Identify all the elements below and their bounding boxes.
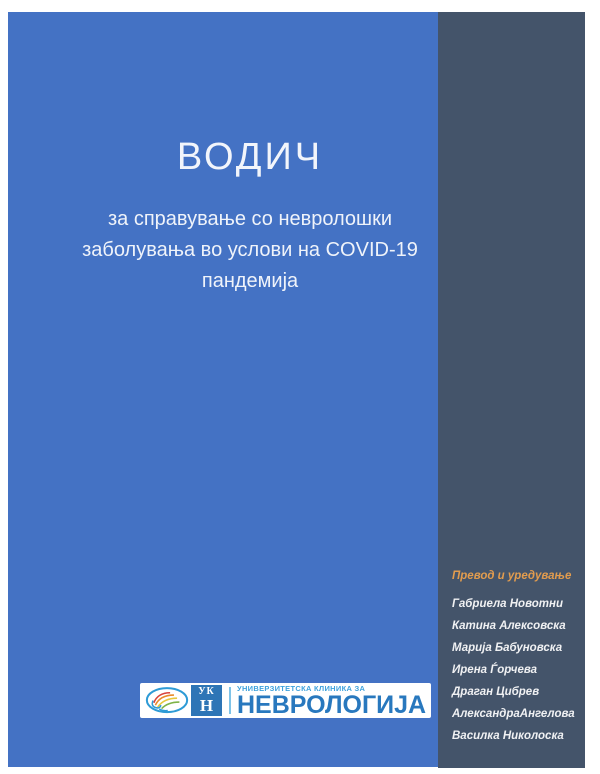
- credit-name: Катина Алексовска: [452, 620, 566, 632]
- ukn-abbr-top: УК: [198, 686, 215, 697]
- subtitle-line: заболувања во услови на COVID-19: [82, 239, 418, 261]
- clinic-logo: [140, 683, 431, 718]
- credit-name: Василка Николоска: [452, 730, 564, 742]
- credit-name: Ирена Ѓорчева: [452, 664, 538, 676]
- credits-block: [452, 568, 578, 747]
- credit-name: Драган Цибрев: [452, 686, 540, 698]
- clinic-name-line1: УНИВЕРЗИТЕТСКА КЛИНИКА ЗА: [237, 684, 366, 693]
- cover-subtitle: [62, 204, 438, 297]
- clinic-name-line2: НЕВРОЛОГИЈА: [237, 691, 427, 717]
- ukn-abbr-bottom: Н: [199, 696, 214, 715]
- subtitle-line: за справување со невролошки: [107, 208, 393, 230]
- logo-divider: [229, 687, 231, 714]
- credit-name: Марија Бабуновска: [452, 642, 563, 654]
- credit-name: Габриела Новотни: [452, 598, 563, 610]
- credit-name: АлександраАнгелова: [452, 708, 575, 720]
- logo-text: [237, 684, 428, 717]
- subtitle-line: пандемија: [201, 270, 299, 292]
- ukn-monogram: [191, 685, 222, 716]
- right-sidebar-stripe: [438, 12, 585, 768]
- cover-title: ВОДИЧ: [176, 136, 324, 178]
- brain-icon: [143, 685, 191, 716]
- cover-title-block: [62, 132, 438, 297]
- cover-blue-panel: [8, 12, 438, 767]
- credits-heading: Превод и уредување: [452, 570, 572, 582]
